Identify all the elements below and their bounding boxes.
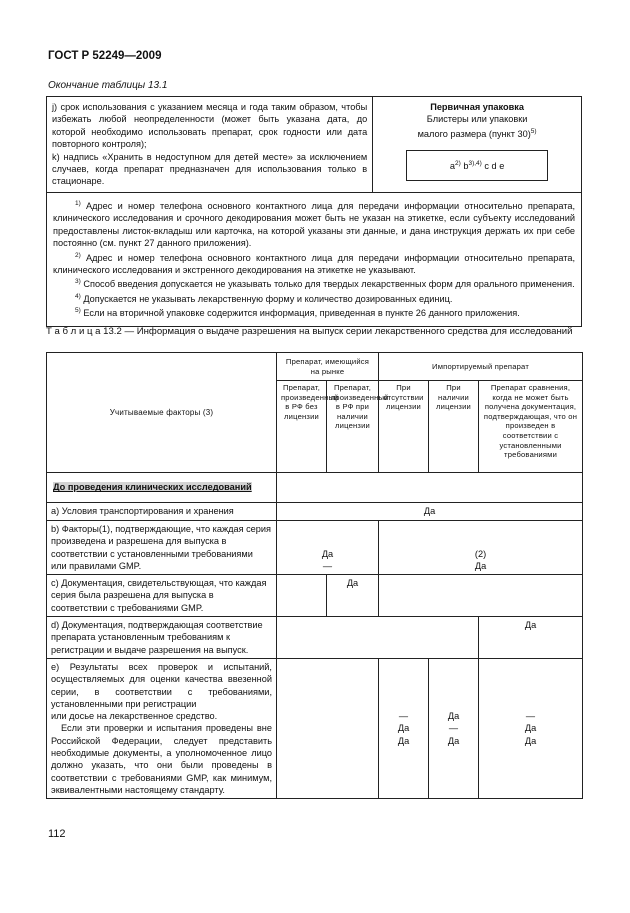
- footnote: $^{2)}$ Адрес и номер телефона основного контактного лица для передачи информации относительно препарата, клинического исследования и экстренного декодирования на этикетке не указывают.: [53, 251, 575, 275]
- label-items-box: $a^{2)}$ $b^{3),4)}$ c d e: [406, 150, 548, 180]
- column-header-rf-license: Препарат, произведенный в РФ при наличии лицензии: [327, 381, 379, 473]
- section-header-text: До проведения клинических исследований: [53, 482, 252, 493]
- row-b-import-value: (2) Да: [379, 521, 583, 575]
- row-a-label: a) Условия транспортирования и хранения: [47, 503, 277, 521]
- row-b-market-value: Да —: [277, 521, 379, 575]
- row-c-empty-import: [379, 575, 583, 617]
- table-continuation-label: Окончание таблицы 13.1: [48, 80, 168, 91]
- section-empty-cell: [277, 473, 583, 503]
- column-header-no-license: При отсутствии лицензии: [379, 381, 429, 473]
- row-a-value: Да: [277, 503, 583, 521]
- document-header: ГОСТ Р 52249—2009: [48, 50, 162, 62]
- list-item-j: j) срок использования с указанием месяца и года таким образом, чтобы избежать любой неопределенности (может быть указана дата, до которой необходимо использовать препарат, срок годности или дата повторного контроля);: [52, 102, 368, 150]
- footnotes-cell: [47, 192, 582, 326]
- primary-packaging-line2: малого размера (пункт 30)$^{5)}$: [417, 127, 537, 139]
- table-13-1-end: [46, 96, 582, 327]
- footnote: $^{1)}$ Адрес и номер телефона основного контактного лица для передачи информации относительно препарата, клинического исследования и срочного декодирования может быть не указан на этикетке, если субъекту исследований предоставлены листок-вкладыш или карточка, на которой указаны эти данные, и дана инструкция держать их при себе постоянно (см. пункт 27 данного приложения).: [53, 199, 575, 249]
- footnote: $^{3)}$ Способ введения допускается не указывать только для твердых лекарственных форм для орального применения.: [75, 278, 575, 290]
- footnote: $^{4)}$ Допускается не указывать лекарственную форму и количество дозированных единиц.: [75, 292, 453, 304]
- footnote: $^{5)}$ Если на вторичной упаковке содержится информация, приведенная в пункте 26 данного приложения.: [75, 307, 520, 319]
- column-header-license: При наличии лицензии: [429, 381, 479, 473]
- table-13-1-right-cell: [373, 97, 582, 193]
- row-e-empty: [277, 658, 379, 798]
- row-c-value: Да: [327, 575, 379, 617]
- row-b-label: b) Факторы(1), подтверждающие, что каждая серия произведена и разрешена для выпуска в соответствии с установленными требованиями или правилами GMP.: [47, 521, 277, 575]
- table-13-2-caption: Т а б л и ц а 13.2 — Информация о выдаче разрешения на выпуск серии лекарственного средства для исследований: [46, 326, 573, 337]
- column-group-market: Препарат, имеющийся на рынке: [277, 353, 379, 381]
- column-header-comparator: Препарат сравнения, когда не может быть получена документация, подтверждающая, что он произведен в соответствии с установленными требованиями: [479, 381, 583, 473]
- column-header-factors: Учитываемые факторы (3): [47, 353, 277, 473]
- page-number: 112: [48, 828, 66, 840]
- column-header-rf-no-license: Препарат, произведенный в РФ без лицензии: [277, 381, 327, 473]
- table-13-1-left-cell: [47, 97, 373, 193]
- primary-packaging-line1: Блистеры или упаковки: [426, 114, 528, 125]
- row-e-license-values: Да — Да: [429, 658, 479, 798]
- list-item-k: k) надпись «Хранить в недоступном для детей месте» за исключением случаев, когда препарат предназначен для использования только в стационаре.: [52, 151, 368, 187]
- row-d-empty: [277, 617, 479, 659]
- row-e-no-license-values: — Да Да: [379, 658, 429, 798]
- row-e-comparator-values: — Да Да: [479, 658, 583, 798]
- row-e-label: e) Результаты всех проверок и испытаний, осуществляемых для оценки качества ввезенной серии, в соответствии с требованиями, установленными при регистрации или досье на лекарственное средство. Если эти проверки и испытания проведены вне Российской Федерации, следует представить необходимые документы, а уполномоченное лицо должно указать, что они были проведены в соответствии с требованиями GMP, как минимум, эквивалентными настоящему стандарту.: [47, 658, 277, 798]
- row-d-label: d) Документация, подтверждающая соответствие препарата установленным требованиям к регистрации и выдаче разрешения на выпуск.: [47, 617, 277, 659]
- section-header-cell: [47, 473, 277, 503]
- row-d-value: Да: [479, 617, 583, 659]
- row-c-empty: [277, 575, 327, 617]
- table-13-2: [46, 352, 583, 799]
- row-c-label: c) Документация, свидетельствующая, что каждая серия была разрешена для выпуска в соответствии с требованиями GMP.: [47, 575, 277, 617]
- primary-packaging-title: Первичная упаковка: [430, 102, 524, 112]
- column-group-import: Импортируемый препарат: [379, 353, 583, 381]
